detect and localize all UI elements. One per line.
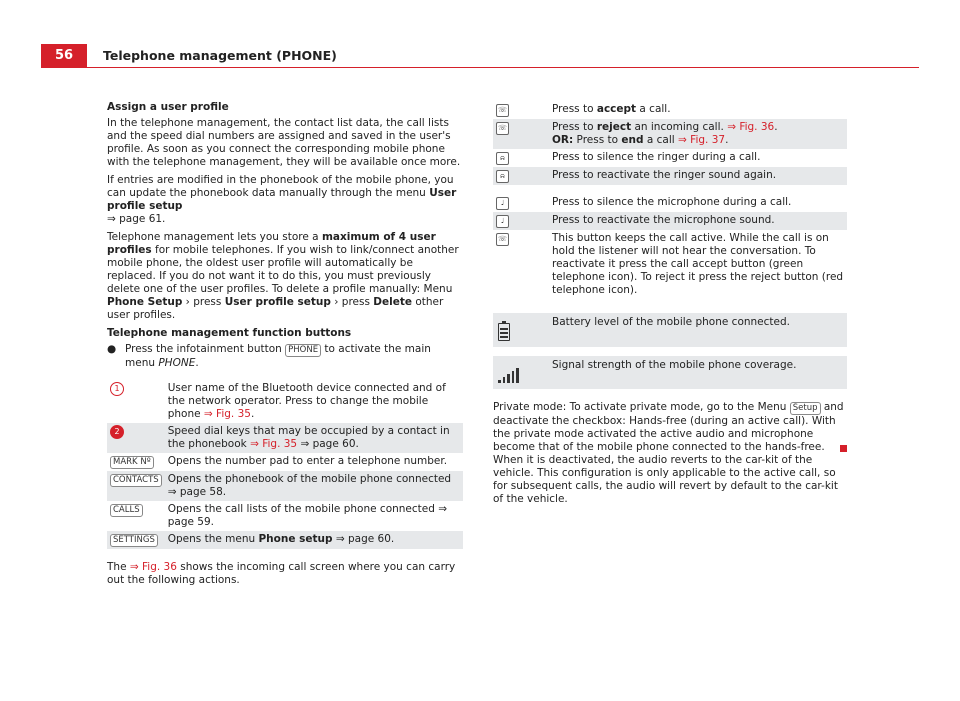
ringer-on-icon: ⍾ (496, 170, 509, 183)
table-row: 2 Speed dial keys that may be occupied by a contact in the phonebook ⇒ Fig. 35 ⇒ page 60. (107, 423, 463, 453)
paragraph-private-mode: Private mode: To activate private mode, go to the Menu Setup and deactivate the checkbox: Hands-free (during an active call). With the private mode activated the active audio and microphone become that of the mobile phone connected to the hands-free. When it is deactivated, the audio reverts to the car-kit of the vehicle. This configuration is only applicable to the active call, so for subsequent calls, the audio will revert by default to the car-kit of the vehicle. (493, 401, 844, 505)
microphone-mute-icon: ♩ (496, 197, 509, 210)
page-title: Telephone management (PHONE) (103, 48, 337, 63)
settings-key: SETTINGS (110, 534, 158, 547)
callout-2: 2 (110, 425, 124, 439)
left-column (107, 101, 463, 592)
mark-key: MARK Nº (110, 456, 154, 469)
table-row: Signal strength of the mobile phone coverage. (493, 356, 847, 389)
table-row: ☏ Press to reject an incoming call. ⇒ Fig. 36. OR: Press to end a call ⇒ Fig. 37. (493, 119, 847, 149)
contacts-key: CONTACTS (110, 474, 162, 487)
table-row: SETTINGS Opens the menu Phone setup ⇒ page 60. (107, 531, 463, 549)
paragraph-fig36: The ⇒ Fig. 36 shows the incoming call screen where you can carry out the following actions. (107, 561, 456, 586)
table-row: ♩ Press to reactivate the microphone sound. (493, 212, 847, 230)
paragraph-max-profiles: Telephone management lets you store a maximum of 4 user profiles for mobile telephones. If you wish to link/connect another mobile phone, the oldest user profile will automatically be replaced. If you do not want it to do this, you must previously delete one of the user profiles. To delete a profile manually: Menu Phone Setup › press User profile setup › press Delete other user profiles. (107, 231, 459, 321)
heading-assign-profile: Assign a user profile (107, 101, 229, 113)
heading-function-buttons: Telephone management function buttons (107, 327, 352, 339)
call-hold-icon: ☏ (496, 233, 509, 246)
table-row: ♩ Press to silence the microphone during a call. (493, 194, 847, 212)
call-actions-table (493, 101, 847, 389)
end-of-section-mark (840, 445, 847, 452)
bullet-dot: ● (107, 343, 117, 355)
microphone-on-icon: ♩ (496, 215, 509, 228)
table-row: Battery level of the mobile phone connected. (493, 313, 847, 347)
page-number: 56 (41, 44, 87, 67)
setup-key: Setup (790, 402, 821, 415)
signal-strength-icon (498, 367, 519, 383)
table-row: CALLS Opens the call lists of the mobile phone connected ⇒ page 59. (107, 501, 463, 531)
calls-key: CALLS (110, 504, 143, 517)
table-row: ⍾ Press to reactivate the ringer sound again. (493, 167, 847, 185)
paragraph-profile: In the telephone management, the contact list data, the call lists and the speed dial numbers are assigned and saved in the user's profile. As soon as you connect the corresponding mobile phone with the telephone management, they will be available once more. (107, 117, 461, 168)
bullet-phone-button: ● Press the infotainment button PHONE to activate the main menu PHONE. (107, 343, 431, 369)
phone-key: PHONE (285, 344, 321, 357)
right-column (493, 101, 847, 511)
callout-1: 1 (110, 382, 124, 396)
battery-icon (498, 323, 510, 341)
phone-reject-icon: ☏ (496, 122, 509, 135)
table-row: ☏ This button keeps the call active. While the call is on hold the listener will not hear the conversation. To reactivate it press the call accept button (green telephone icon). To reject it press the reject button (red telephone icon). (493, 230, 847, 299)
ringer-mute-icon: ⍾ (496, 152, 509, 165)
menu-user-profile-setup: User profile setup (107, 187, 457, 212)
function-buttons-table (107, 380, 463, 549)
table-row: MARK Nº Opens the number pad to enter a telephone number. (107, 453, 463, 471)
table-row: ☏ Press to accept a call. (493, 101, 847, 119)
paragraph-update: If entries are modified in the phonebook of the mobile phone, you can update the phonebook data manually through the menu User profile setup ⇒ page 61. (107, 174, 457, 225)
table-row: ⍾ Press to silence the ringer during a call. (493, 149, 847, 167)
table-row: 1 User name of the Bluetooth device connected and of the network operator. Press to change the mobile phone ⇒ Fig. 35. (107, 380, 463, 423)
phone-accept-icon: ☏ (496, 104, 509, 117)
table-row: CONTACTS Opens the phonebook of the mobile phone connected ⇒ page 58. (107, 471, 463, 501)
header-rule (41, 67, 919, 68)
